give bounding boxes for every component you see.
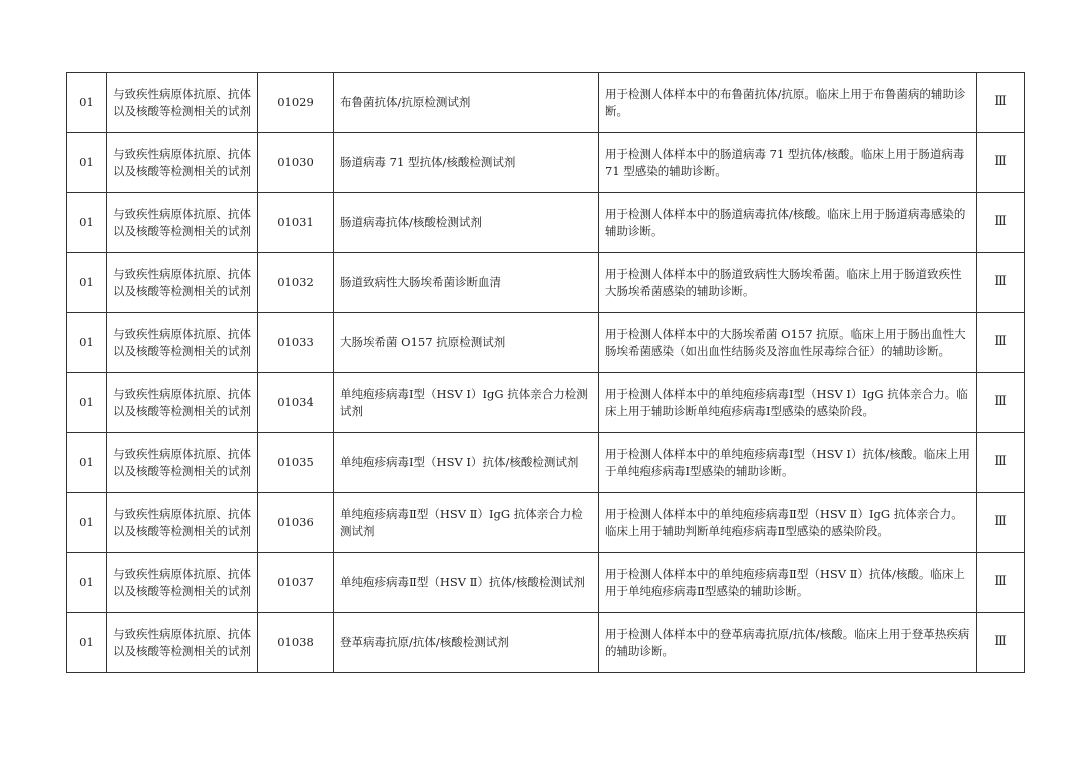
- table-row: [67, 133, 1025, 193]
- class-cell: Ⅲ: [977, 493, 1025, 553]
- product-name-cell: 肠道病毒抗体/核酸检测试剂: [334, 193, 599, 253]
- product-name-cell: 单纯疱疹病毒Ⅱ型（HSV Ⅱ）抗体/核酸检测试剂: [334, 553, 599, 613]
- category-code-cell: 01: [67, 613, 107, 673]
- product-number-cell: 01029: [258, 73, 334, 133]
- product-name-cell: 单纯疱疹病毒Ⅱ型（HSV Ⅱ）IgG 抗体亲合力检测试剂: [334, 493, 599, 553]
- product-number-cell: 01031: [258, 193, 334, 253]
- category-code-cell: 01: [67, 313, 107, 373]
- description-cell: 用于检测人体样本中的单纯疱疹病毒Ⅰ型（HSV Ⅰ）抗体/核酸。临床上用于单纯疱疹病毒Ⅰ型感染的辅助诊断。: [599, 433, 977, 493]
- product-number-cell: 01034: [258, 373, 334, 433]
- category-code-cell: 01: [67, 553, 107, 613]
- category-name-cell: 与致疾性病原体抗原、抗体以及核酸等检测相关的试剂: [107, 133, 258, 193]
- category-code-cell: 01: [67, 433, 107, 493]
- table-row: [67, 373, 1025, 433]
- table-row: [67, 433, 1025, 493]
- product-name-cell: 布鲁菌抗体/抗原检测试剂: [334, 73, 599, 133]
- category-name-cell: 与致疾性病原体抗原、抗体以及核酸等检测相关的试剂: [107, 193, 258, 253]
- catalog-table: [66, 72, 1025, 673]
- table-row: [67, 313, 1025, 373]
- category-name-cell: 与致疾性病原体抗原、抗体以及核酸等检测相关的试剂: [107, 493, 258, 553]
- category-code-cell: 01: [67, 493, 107, 553]
- category-name-cell: 与致疾性病原体抗原、抗体以及核酸等检测相关的试剂: [107, 253, 258, 313]
- category-name-cell: 与致疾性病原体抗原、抗体以及核酸等检测相关的试剂: [107, 313, 258, 373]
- table-row: [67, 193, 1025, 253]
- class-cell: Ⅲ: [977, 313, 1025, 373]
- table-row: [67, 493, 1025, 553]
- category-code-cell: 01: [67, 253, 107, 313]
- class-cell: Ⅲ: [977, 73, 1025, 133]
- description-cell: 用于检测人体样本中的登革病毒抗原/抗体/核酸。临床上用于登革热疾病的辅助诊断。: [599, 613, 977, 673]
- category-name-cell: 与致疾性病原体抗原、抗体以及核酸等检测相关的试剂: [107, 433, 258, 493]
- product-name-cell: 单纯疱疹病毒Ⅰ型（HSV Ⅰ）IgG 抗体亲合力检测试剂: [334, 373, 599, 433]
- category-name-cell: 与致疾性病原体抗原、抗体以及核酸等检测相关的试剂: [107, 553, 258, 613]
- category-name-cell: 与致疾性病原体抗原、抗体以及核酸等检测相关的试剂: [107, 373, 258, 433]
- description-cell: 用于检测人体样本中的布鲁菌抗体/抗原。临床上用于布鲁菌病的辅助诊断。: [599, 73, 977, 133]
- product-name-cell: 大肠埃希菌 O157 抗原检测试剂: [334, 313, 599, 373]
- class-cell: Ⅲ: [977, 553, 1025, 613]
- product-number-cell: 01032: [258, 253, 334, 313]
- class-cell: Ⅲ: [977, 373, 1025, 433]
- class-cell: Ⅲ: [977, 193, 1025, 253]
- table-row: [67, 253, 1025, 313]
- table-row: [67, 613, 1025, 673]
- description-cell: 用于检测人体样本中的肠道致病性大肠埃希菌。临床上用于肠道致疾性大肠埃希菌感染的辅助诊断。: [599, 253, 977, 313]
- class-cell: Ⅲ: [977, 433, 1025, 493]
- description-cell: 用于检测人体样本中的单纯疱疹病毒Ⅱ型（HSV Ⅱ）IgG 抗体亲合力。临床上用于辅助判断单纯疱疹病毒Ⅱ型感染的感染阶段。: [599, 493, 977, 553]
- product-number-cell: 01033: [258, 313, 334, 373]
- product-number-cell: 01035: [258, 433, 334, 493]
- category-code-cell: 01: [67, 73, 107, 133]
- product-name-cell: 肠道致病性大肠埃希菌诊断血清: [334, 253, 599, 313]
- product-number-cell: 01030: [258, 133, 334, 193]
- class-cell: Ⅲ: [977, 133, 1025, 193]
- table-row: [67, 73, 1025, 133]
- product-name-cell: 单纯疱疹病毒Ⅰ型（HSV Ⅰ）抗体/核酸检测试剂: [334, 433, 599, 493]
- description-cell: 用于检测人体样本中的大肠埃希菌 O157 抗原。临床上用于肠出血性大肠埃希菌感染（如出血性结肠炎及溶血性尿毒综合征）的辅助诊断。: [599, 313, 977, 373]
- catalog-body: [67, 73, 1025, 673]
- class-cell: Ⅲ: [977, 613, 1025, 673]
- product-number-cell: 01036: [258, 493, 334, 553]
- category-code-cell: 01: [67, 193, 107, 253]
- category-name-cell: 与致疾性病原体抗原、抗体以及核酸等检测相关的试剂: [107, 613, 258, 673]
- table-row: [67, 553, 1025, 613]
- description-cell: 用于检测人体样本中的肠道病毒 71 型抗体/核酸。临床上用于肠道病毒 71 型感染的辅助诊断。: [599, 133, 977, 193]
- category-code-cell: 01: [67, 133, 107, 193]
- product-name-cell: 肠道病毒 71 型抗体/核酸检测试剂: [334, 133, 599, 193]
- class-cell: Ⅲ: [977, 253, 1025, 313]
- description-cell: 用于检测人体样本中的单纯疱疹病毒Ⅰ型（HSV Ⅰ）IgG 抗体亲合力。临床上用于辅助诊断单纯疱疹病毒Ⅰ型感染的感染阶段。: [599, 373, 977, 433]
- product-number-cell: 01038: [258, 613, 334, 673]
- product-name-cell: 登革病毒抗原/抗体/核酸检测试剂: [334, 613, 599, 673]
- description-cell: 用于检测人体样本中的肠道病毒抗体/核酸。临床上用于肠道病毒感染的辅助诊断。: [599, 193, 977, 253]
- category-code-cell: 01: [67, 373, 107, 433]
- description-cell: 用于检测人体样本中的单纯疱疹病毒Ⅱ型（HSV Ⅱ）抗体/核酸。临床上用于单纯疱疹病毒Ⅱ型感染的辅助诊断。: [599, 553, 977, 613]
- category-name-cell: 与致疾性病原体抗原、抗体以及核酸等检测相关的试剂: [107, 73, 258, 133]
- product-number-cell: 01037: [258, 553, 334, 613]
